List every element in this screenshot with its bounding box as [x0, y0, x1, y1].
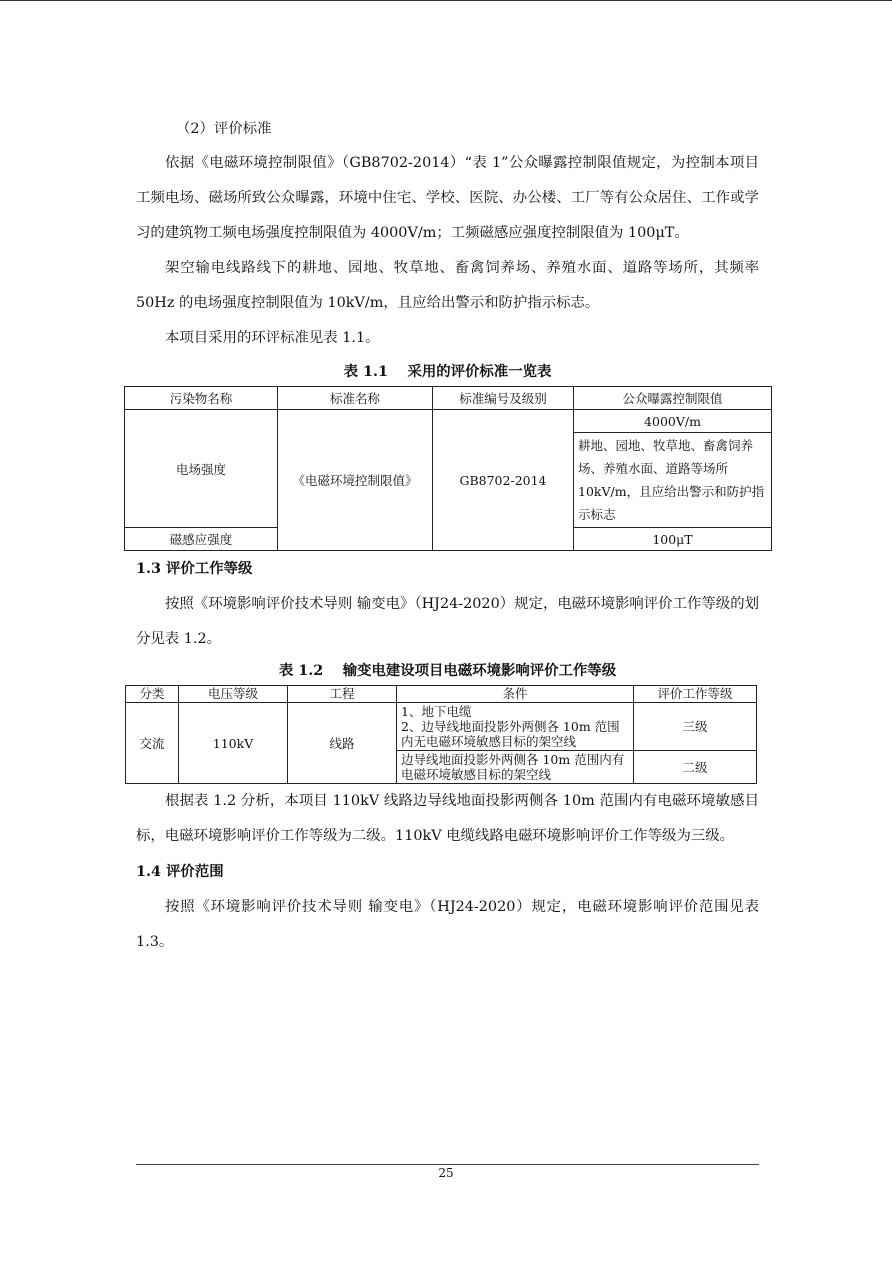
project-cell: 线路 — [288, 703, 397, 784]
paragraph-evaluation-scope: 按照《环境影响评价技术导则 输变电》（HJ24-2020）规定，电磁环境影响评价范围见表 1.3。 — [136, 899, 759, 950]
table-row — [125, 410, 772, 433]
voltage-cell: 110kV — [179, 703, 288, 784]
condition-cell — [397, 703, 634, 751]
table-header-row — [125, 387, 772, 410]
paragraph-analysis: 根据表 1.2 分析，本项目 110kV 线路边导线地面投影两侧各 10m 范围内有电磁环境敏感目标，电磁环境影响评价工作等级为二级。110kV 电缆线路电磁环境影响评价工作等级为三级。 — [136, 793, 759, 844]
table-header-cell: 分类 — [126, 686, 179, 703]
paragraph-standard-basis: 依据《电磁环境控制限值》（GB8702-2014）“表 1”公众曝露控制限值规定，为控制本项目工频电场、磁场所致公众曝露，环境中住宅、学校、医院、办公楼、工厂等有公众居住、工作或学习的建筑物工频电场强度控制限值为 4000V/m；工频磁感应强度控制限值为 100μT。 — [136, 155, 759, 241]
table2-caption: 表 1.2 输变电建设项目电磁环境影响评价工作等级 — [278, 662, 617, 679]
pollutant-electric-field: 电场强度 — [125, 410, 278, 528]
table-header-cell: 污染物名称 — [125, 387, 278, 410]
page-number: 25 — [438, 1166, 454, 1180]
grade-cell: 二级 — [634, 751, 757, 784]
table-row — [126, 703, 757, 751]
paragraph-overhead-line-limits: 架空输电线路线下的耕地、园地、牧草地、畜禽饲养场、养殖水面、道路等场所，其频率 50Hz 的电场强度控制限值为 10kV/m，且应给出警示和防护指示标志。 — [136, 260, 759, 311]
footer-rule — [136, 1164, 759, 1165]
table-header-cell: 条件 — [397, 686, 634, 703]
document-body — [136, 112, 765, 960]
pollutant-magnetic-induction: 磁感应强度 — [125, 528, 278, 551]
paragraph-grade-basis: 按照《环境影响评价技术导则 输变电》（HJ24-2020）规定，电磁环境影响评价工作等级的划分见表 1.2。 — [136, 596, 759, 647]
table-header-cell: 评价工作等级 — [634, 686, 757, 703]
table-header-cell: 电压等级 — [179, 686, 288, 703]
table-header-cell: 公众曝露控制限值 — [574, 387, 772, 410]
table1-caption: 表 1.1 采用的评价标准一览表 — [343, 363, 552, 380]
limit-cell: 耕地、园地、牧草地、畜禽饲养场、养殖水面、道路等场所 10kV/m，且应给出警示和防护指示标志 — [574, 433, 772, 528]
section-heading-1-4: 1.4 评价范围 — [136, 863, 224, 880]
condition-cell: 边导线地面投影外两侧各 10m 范围内有电磁环境敏感目标的架空线 — [397, 751, 634, 784]
section-heading-1-3: 1.3 评价工作等级 — [136, 560, 253, 577]
grade-cell: 三级 — [634, 703, 757, 751]
table-header-cell: 标准编号及级别 — [433, 387, 574, 410]
evaluation-standard-table — [124, 386, 772, 551]
table-header-cell: 标准名称 — [278, 387, 433, 410]
table-header-row — [126, 686, 757, 703]
limit-cell: 4000V/m — [574, 410, 772, 433]
evaluation-grade-table — [125, 685, 757, 784]
limit-cell: 100μT — [574, 528, 772, 551]
paragraph-standard-reference: 本项目采用的环评标准见表 1.1。 — [165, 330, 380, 346]
standard-name-cell: 《电磁环境控制限值》 — [278, 410, 433, 551]
condition-line: 2、边导线地面投影外两侧各 10m 范围内无电磁环境敏感目标的架空线 — [401, 719, 620, 749]
condition-line: 1、地下电缆 — [401, 704, 472, 719]
category-cell: 交流 — [126, 703, 179, 784]
table-header-cell: 工程 — [288, 686, 397, 703]
page-top-border — [0, 0, 892, 1]
subheading-evaluation-standard: （2）评价标准 — [176, 121, 272, 137]
standard-code-cell: GB8702-2014 — [433, 410, 574, 551]
